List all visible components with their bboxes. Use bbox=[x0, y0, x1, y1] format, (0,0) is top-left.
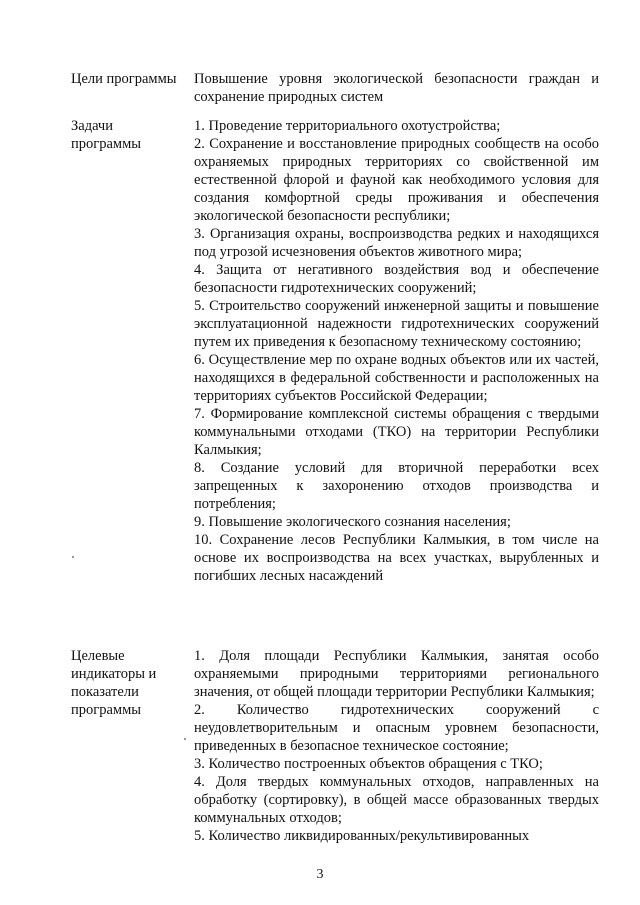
task-item: 1. Проведение территориального охотустройства; bbox=[194, 118, 501, 134]
task-item: 7. Формирование комплексной системы обращения с твердыми коммунальными отходами (ТКО) на территории Республики Калмыкия; bbox=[194, 406, 599, 458]
scan-speck bbox=[184, 738, 186, 740]
task-item: 8. Создание условий для вторичной переработки всех запрещенных к захоронению отходов производства и потребления; bbox=[194, 460, 599, 512]
task-item: 9. Повышение экологического сознания населения; bbox=[194, 514, 511, 530]
task-item: 10. Сохранение лесов Республики Калмыкия, в том числе на основе их воспроизводства на всех участках, вырубленных и погибших лесных насаждений bbox=[194, 532, 599, 584]
section-body bbox=[194, 70, 599, 106]
task-item: 4. Защита от негативного воздействия вод и обеспечение безопасности гидротехнических сооружений; bbox=[194, 262, 599, 296]
task-item: 6. Осуществление мер по охране водных объектов или их частей, находящихся в федеральной собственности и расположенных на территориях субъектов Российской Федерации; bbox=[194, 352, 599, 404]
task-item: 2. Сохранение и восстановление природных сообществ на особо охраняемых природных территориях со свойственной им естественной флорой и фауной как необходимого условия для создания комфортной среды проживания и обеспечения экологической безопасности республики; bbox=[194, 136, 599, 224]
indicator-item: 5. Количество ликвидированных/рекультивированных bbox=[194, 828, 530, 844]
section-body bbox=[194, 647, 599, 845]
section-label: Задачи программы bbox=[71, 118, 141, 152]
goal-text: Повышение уровня экологической безопасности граждан и сохранение природных систем bbox=[194, 71, 599, 105]
indicator-item: 3. Количество построенных объектов обращения с ТКО; bbox=[194, 756, 543, 772]
task-item: 3. Организация охраны, воспроизводства редких и находящихся под угрозой исчезновения объектов животного мира; bbox=[194, 226, 599, 260]
section-body bbox=[194, 117, 599, 585]
section-label: Целевые индикаторы и показатели программы bbox=[71, 648, 157, 718]
indicator-item: 2. Количество гидротехнических сооружений с неудовлетворительным и опасным уровнем безопасности, приведенных в безопасное техническое состояние; bbox=[194, 702, 599, 754]
indicator-item: 1. Доля площади Республики Калмыкия, занятая особо охраняемыми природными территориями регионального значения, от общей площади территории Республики Калмыкия; bbox=[194, 648, 599, 700]
scan-speck bbox=[72, 556, 74, 558]
task-item: 5. Строительство сооружений инженерной защиты и повышение эксплуатационной надежности гидротехнических сооружений путем их приведения к безопасному техническому состоянию; bbox=[194, 298, 599, 350]
page-number: 3 bbox=[316, 867, 324, 882]
section-label: Цели программы bbox=[71, 71, 177, 87]
indicator-item: 4. Доля твердых коммунальных отходов, направленных на обработку (сортировку), в общей массе образованных твердых коммунальных отходов; bbox=[194, 774, 599, 826]
